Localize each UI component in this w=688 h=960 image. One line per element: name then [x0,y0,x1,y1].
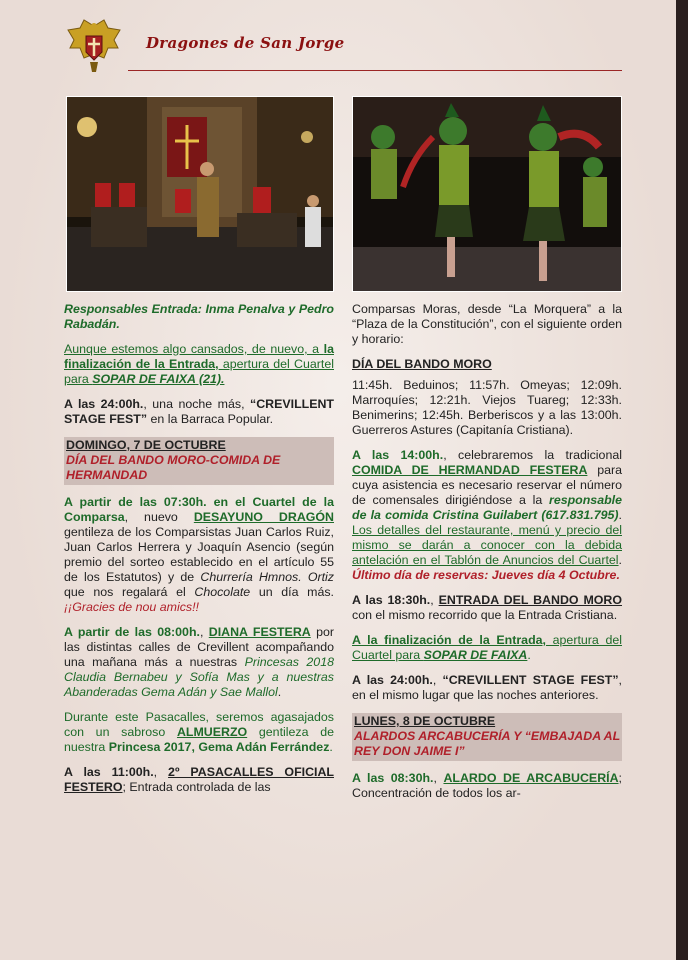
event-name: ENTRADA DEL BANDO MORO [438,593,622,607]
text: un día más. [250,585,334,599]
event-name: “CREVILLENT STAGE FEST” [442,673,619,687]
time-place: A partir de las 07:30h. en el Cuartel de la Comparsa [64,495,334,524]
text: gentileza de los Comparsistas Juan Carlos Ruiz, Juan Carlos Herrera y Joaquín Asencio (según premio del sorteo establecido en el artículo 55 de los Estatutos) y de [64,525,334,584]
text: . [329,740,333,754]
text: A la finalización de la Entrada, [352,633,546,647]
text: , [433,771,444,785]
text: , en el mismo lugar que las noches anteriores. [352,673,622,702]
text: . [527,648,531,662]
text: apertura del Cuartel para [64,357,334,386]
paragraph-entrada-moro [352,593,622,623]
contact-name: responsable de la comida Cristina Guilabert (617.831.795) [352,493,622,522]
day-title: DÍA DEL BANDO MORO-COMIDA DE HERMANDAD [66,453,281,482]
paragraph-stage-fest [64,397,334,427]
text: . [618,508,622,522]
sopar-faixa-link: SOPAR DE FAIXA [423,648,528,662]
time: A las 11:00h. [64,765,154,779]
text: con el mismo recorrido que la Entrada Cristiana. [352,608,618,622]
day-title: ALARDOS ARCABUCERÍA Y “EMBAJADA AL REY DON JAIME I” [354,729,620,758]
event-name: 2º PASACALLES OFICIAL FESTERO [64,765,334,794]
event-name: COMIDA DE HERMANDAD FESTERA [352,463,588,477]
paragraph-pasacalles [64,765,334,795]
text: gentileza de nuestra [64,725,334,754]
time: A las 08:30h. [352,771,434,785]
text: para cuya asistencia es necesario reservar el número de comensales dirigiéndose a la [352,463,622,507]
paragraph-sopar-faixa-2 [352,633,622,663]
text: en la Barraca Popular. [147,412,274,426]
moorish-dancers-photo [352,96,622,292]
day-heading-sunday [64,437,334,485]
text: Aunque estemos algo cansados, de nuevo, a [64,342,324,356]
event-name: DESAYUNO DRAGÓN [193,510,334,524]
day-heading-monday [352,713,622,761]
paragraph-comida [352,448,622,583]
paragraph-route: Comparsas Moras, desde “La Morquera” a la “Plaza de la Constitución”, con el siguiente orden y horario: [352,302,622,346]
dragon-crest-logo [64,18,124,74]
section-heading-bando-moro: DÍA DEL BANDO MORO [352,357,492,371]
event-name: “CREVILLENT STAGE FEST” [64,397,334,426]
text: . [277,685,282,699]
paragraph-stage-fest-2 [352,673,622,703]
text: . [618,553,622,567]
princess-name: Princesa 2017, Gema Adán Ferrández [108,740,330,754]
event-name: DIANA FESTERA [208,625,311,639]
event-name: ALARDO DE ARCABUCERÍA [443,771,619,785]
paragraph-diana [64,625,334,700]
left-column [64,302,334,805]
time: A las 24:00h. [64,397,144,411]
procession-banner-photo [66,96,334,292]
text: ; Entrada controlada de las [122,780,271,794]
sopar-faixa-link: SOPAR DE FAIXA [92,372,196,386]
text: , celebraremos la tradicional [443,448,622,462]
text: , una noche más, [143,397,251,411]
deadline-text: Último día de reservas: Jueves día 4 Octubre. [352,568,620,582]
day-date: DOMINGO, 7 DE OCTUBRE [66,438,226,452]
text: , [153,765,169,779]
details-text: Los detalles del restaurante, menú y precio del mismo se darán a conocer con la debida antelación en el Tablón de Anuncios del Cuartel [352,523,622,567]
sponsor-name: Churrería Hmnos. Ortiz [200,570,334,584]
text: Durante este Pasacalles, seremos agasajados con un sabroso [64,710,334,739]
text-bold: la finalización de la Entrada, [64,342,334,371]
time: A las 14:00h. [352,448,444,462]
paragraph-alardo [352,771,622,801]
text: que nos regalará el [64,585,195,599]
right-column [352,302,622,811]
time: A partir de las 08:00h. [64,625,200,639]
paragraph-desayuno [64,495,334,615]
text: , [430,593,439,607]
header-divider [128,70,622,71]
day-date: LUNES, 8 DE OCTUBRE [354,714,496,728]
princesses-names: Princesas 2018 Claudia Bernabeu y Sofía Mas y a nuestras Abanderadas Gema Adán y Sae Mallol [64,655,334,699]
time: A las 18:30h. [352,593,431,607]
text: (21). [195,372,225,386]
text: apertura del Cuartel para [352,633,622,662]
text: , [432,673,443,687]
brand-title: Dragones de San Jorge [146,34,345,52]
text: , nuevo [124,510,194,524]
paragraph-sopar-faixa [64,342,334,387]
text: Chocolate [194,585,251,599]
paragraph-schedule: 11:45h. Beduinos; 11:57h. Omeyas; 12:09h. Marroquíes; 12:21h. Viejos Tuareg; 12:33h. Benimerins; 12:45h. Berberiscos y a las 13:00h. Guerreros Astures (Capitanía Cristiana). [352,378,622,437]
time: A las 24:00h. [352,673,433,687]
responsables-entrada: Responsables Entrada: Inma Penalva y Pedro Rabadán. [64,302,334,331]
text: ; Concentración de todos los ar- [352,771,622,800]
page-edge [676,0,688,960]
text: por las distintas calles de Crevillent acompañando una mañana más a nuestras [64,625,334,669]
thanks-text: ¡¡Gracies de nou amics!! [64,600,199,614]
paragraph-almuerzo [64,710,334,755]
event-name: ALMUERZO [176,725,248,739]
text: , [199,625,209,639]
